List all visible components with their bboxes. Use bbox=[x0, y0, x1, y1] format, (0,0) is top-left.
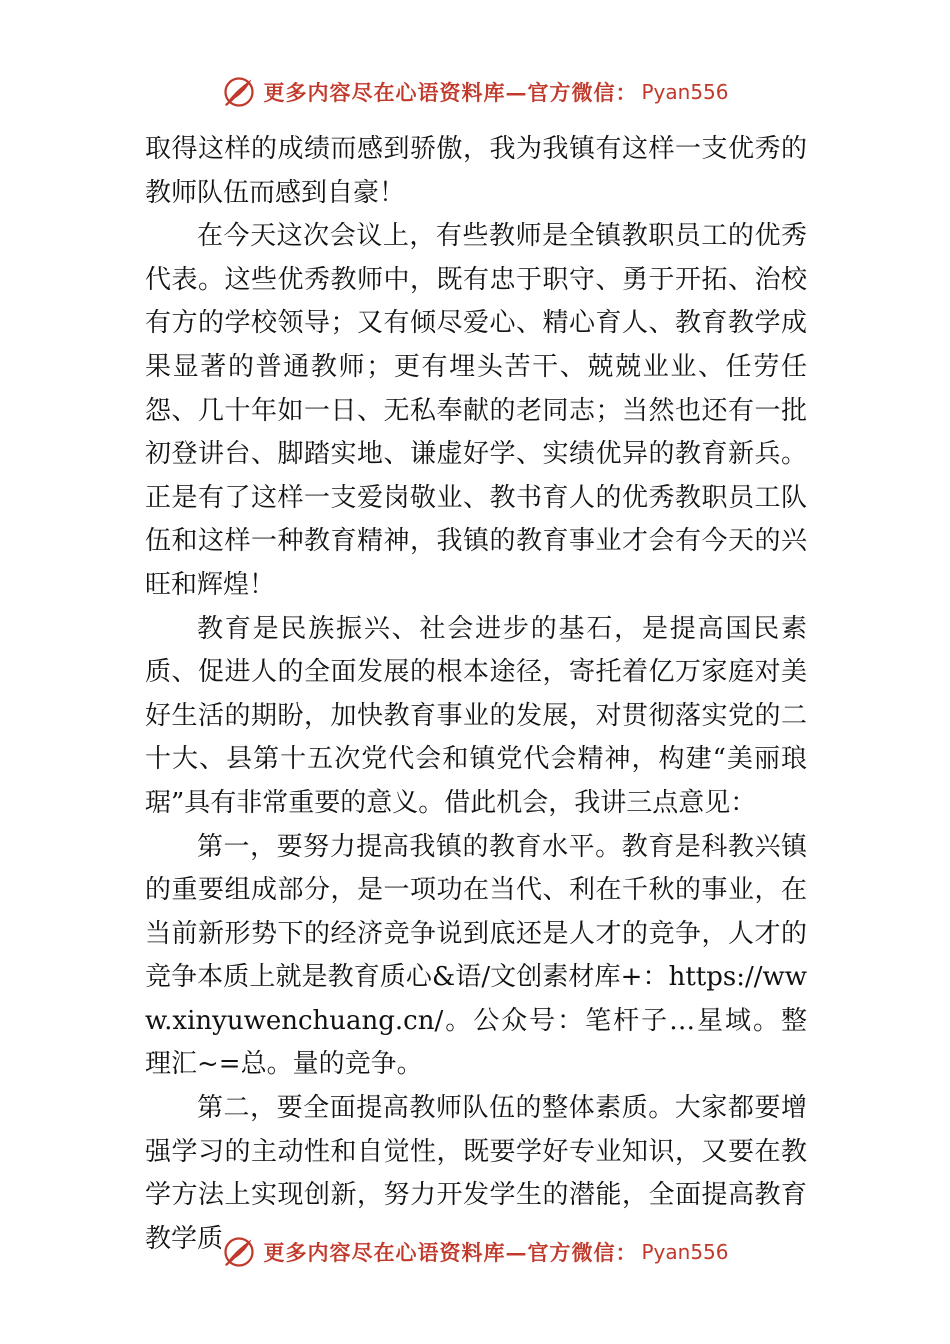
wechat-id: Pyan556 bbox=[641, 80, 729, 104]
quill-pen-logo-icon bbox=[221, 74, 257, 110]
paragraph-1: 取得这样的成绩而感到骄傲，我为我镇有这样一支优秀的教师队伍而感到自豪！ bbox=[145, 134, 807, 208]
paragraph-4: 第一，要努力提高我镇的教育水平。教育是科教兴镇的重要组成部分，是一项功在当代、利在千秋的事业，在当前新形势下的经济竞争说到底还是人才的竞争，人才的竞争本质上就是教育质心&语/文创素材库+：https://www.xinyuwenchuang.cn/。公众号：笔杆子…星域。整理汇~=总。量的竞争。 bbox=[145, 831, 807, 1080]
banner-text: 更多内容尽在心语资料库—官方微信： bbox=[263, 80, 638, 105]
header-banner bbox=[0, 70, 950, 114]
document-body bbox=[145, 128, 807, 1261]
banner-text: 更多内容尽在心语资料库—官方微信： bbox=[263, 1240, 638, 1265]
footer-banner bbox=[0, 1230, 950, 1274]
paragraph-3: 教育是民族振兴、社会进步的基石，是提高国民素质、促进人的全面发展的根本途径，寄托着亿万家庭对美好生活的期盼，加快教育事业的发展，对贯彻落实党的二十大、县第十五次党代会和镇党代会精神，构建“美丽琅琚”具有非常重要的意义。借此机会，我讲三点意见： bbox=[145, 613, 807, 818]
wechat-id: Pyan556 bbox=[641, 1240, 729, 1264]
paragraph-2: 在今天这次会议上，有些教师是全镇教职员工的优秀代表。这些优秀教师中，既有忠于职守、勇于开拓、治校有方的学校领导；又有倾尽爱心、精心育人、教育教学成果显著的普通教师；更有埋头苦干、兢兢业业、任劳任怨、几十年如一日、无私奉献的老同志；当然也还有一批初登讲台、脚踏实地、谦虚好学、实绩优异的教育新兵。正是有了这样一支爱岗敬业、教书育人的优秀教职员工队伍和这样一种教育精神，我镇的教育事业才会有今天的兴旺和辉煌！ bbox=[145, 221, 807, 600]
quill-pen-logo-icon bbox=[221, 1234, 257, 1270]
paragraph-5: 第二，要全面提高教师队伍的整体素质。大家都要增强学习的主动性和自觉性，既要学好专业知识，又要在教学方法上实现创新，努力开发学生的潜能，全面提高教育教学质 bbox=[145, 1093, 807, 1254]
